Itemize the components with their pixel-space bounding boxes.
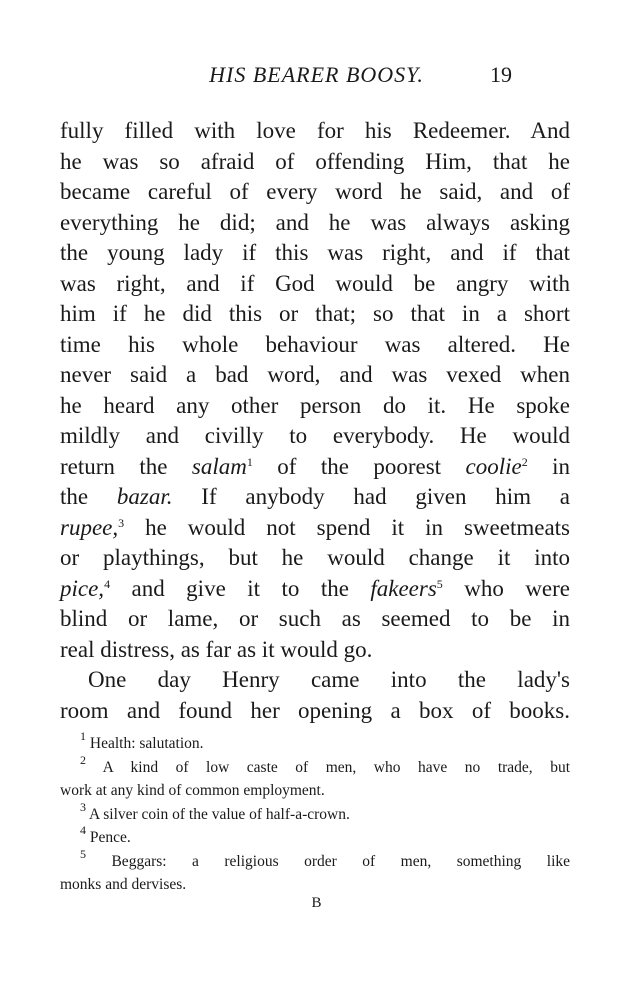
page-header — [0, 62, 633, 96]
italic-term: coolie — [465, 453, 522, 479]
text-run: who were — [442, 575, 571, 601]
footnote — [60, 823, 570, 850]
footnote — [60, 729, 570, 756]
footnote-ref: 1 — [246, 454, 253, 469]
signature-mark: B — [311, 895, 322, 911]
footnote-mark: 4 — [80, 823, 86, 837]
text-run: of the poorest — [252, 453, 466, 479]
page-number: 19 — [490, 62, 512, 87]
italic-term: salam — [191, 453, 247, 479]
italic-term: bazar. — [116, 484, 173, 509]
text-line: he heard any other person do it. He spoke — [60, 392, 570, 418]
text-line: everything he did; and he was always asking — [60, 209, 570, 235]
footnote-mark: 1 — [80, 729, 86, 743]
text-run: he would not spend it in sweetmeats — [124, 514, 570, 540]
text-line — [60, 452, 570, 483]
footnote-ref: 3 — [118, 515, 125, 530]
text-line: was right, and if God would be angry with — [60, 270, 570, 296]
text-run: return the — [60, 453, 192, 479]
running-title: HIS BEARER BOOSY. — [209, 62, 424, 87]
text-run: and give it to the — [110, 575, 371, 601]
text-line: the young lady if this was right, and if that — [60, 240, 570, 265]
footnote-text: A kind of low caste of men, who have no trade, but — [86, 758, 570, 776]
text-line: One day Henry came into the lady's — [88, 667, 570, 692]
text-run: If anybody had given him a — [172, 484, 570, 509]
text-run: in — [527, 453, 571, 479]
footnote-continuation: work at any kind of common employment. — [60, 782, 325, 799]
text-line — [60, 513, 570, 544]
text-line: time his whole behaviour was altered. He — [60, 331, 570, 357]
footnote — [60, 846, 570, 874]
footnote-text: A silver coin of the value of half-a-crown. — [86, 805, 350, 823]
footnote-ref: 2 — [521, 454, 528, 469]
footnote-ref: 5 — [436, 576, 443, 591]
italic-term: rupee, — [60, 514, 119, 540]
text-line: blind or lame, or such as seemed to be in — [60, 606, 570, 631]
italic-term: pice, — [60, 575, 105, 601]
text-line: room and found her opening a box of books. — [60, 697, 570, 723]
text-line: never said a bad word, and was vexed when — [60, 362, 570, 387]
italic-term: fakeers — [370, 575, 437, 601]
text-line: or playthings, but he would change it into — [60, 545, 570, 570]
text-line: fully filled with love for his Redeemer. And — [60, 118, 570, 143]
text-line — [60, 574, 570, 605]
text-line: became careful of every word he said, and of — [60, 179, 570, 204]
footnote — [60, 799, 570, 827]
footnote-text: Beggars: a religious order of men, something like — [86, 852, 570, 870]
text-line: him if he did this or that; so that in a short — [60, 301, 570, 326]
text-line — [60, 482, 570, 513]
footnote-mark: 5 — [80, 846, 86, 861]
footnotes — [60, 729, 570, 897]
footnote-continuation: monks and dervises. — [60, 876, 187, 893]
footnote-text: Pence. — [86, 829, 131, 846]
footnote — [60, 752, 570, 780]
footnote-mark: 3 — [80, 799, 86, 814]
text-line: real distress, as far as it would go. — [60, 636, 373, 662]
footnote-ref: 4 — [104, 576, 111, 591]
text-line: he was so afraid of offending Him, that he — [60, 148, 570, 174]
text-run: the — [60, 484, 117, 509]
body-text — [60, 116, 570, 726]
footnote-text: Health: salutation. — [86, 735, 204, 752]
footnote-mark: 2 — [80, 752, 86, 767]
text-line: mildly and civilly to everybody. He would — [60, 423, 570, 448]
